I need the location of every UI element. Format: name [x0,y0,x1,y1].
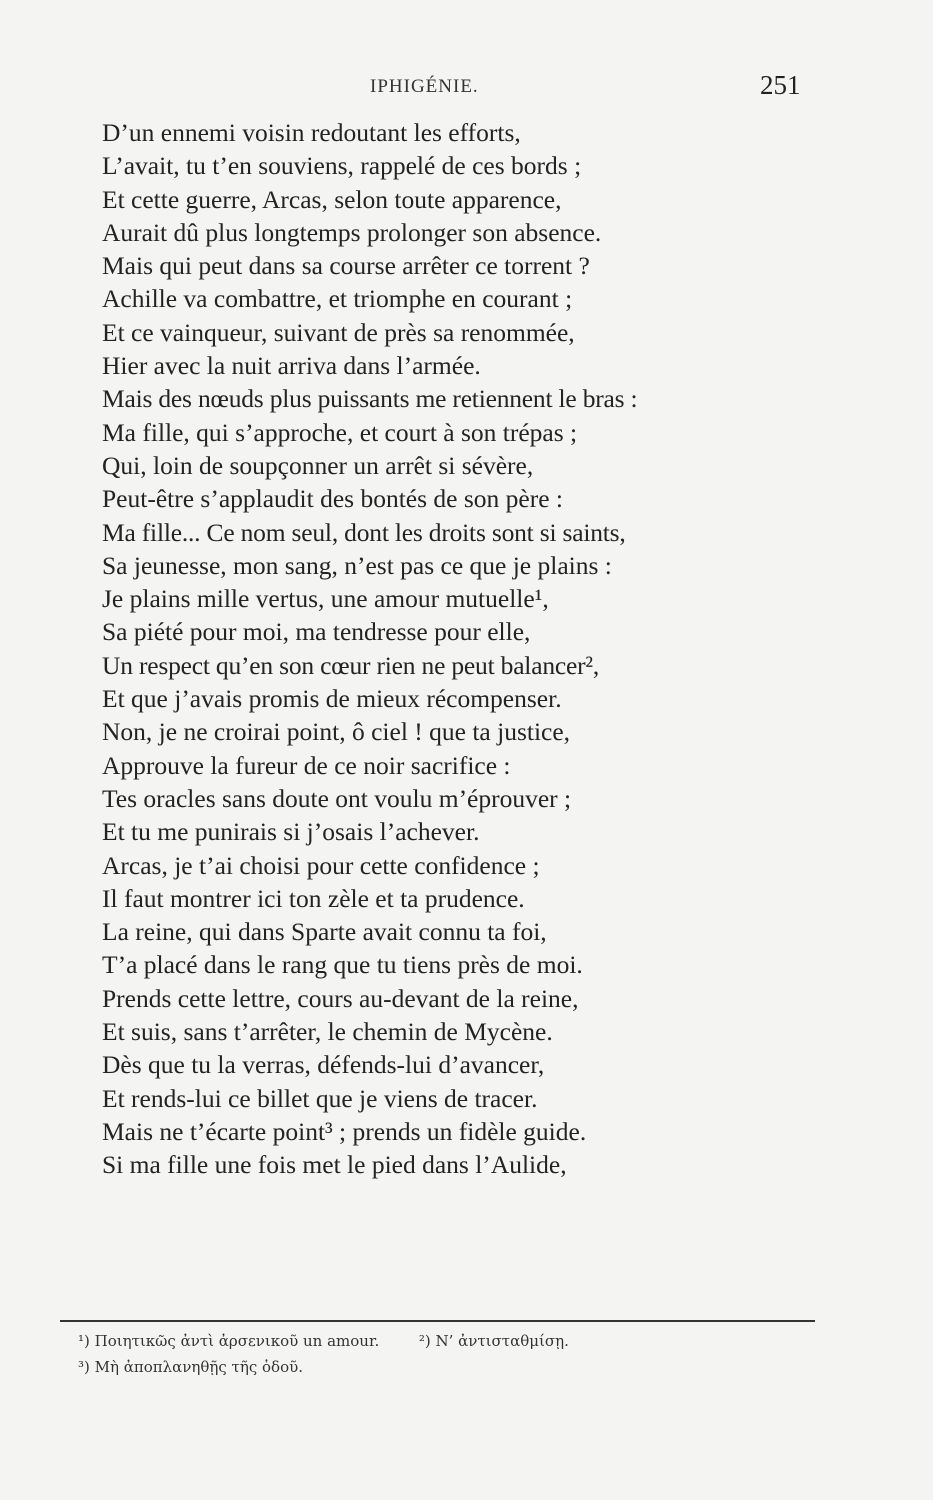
verse-line: Et cette guerre, Arcas, selon toute apparence, [102,184,562,214]
verse-line: Si ma fille une fois met le pied dans l’Aulide, [102,1150,567,1180]
verse-line: Ma fille... Ce nom seul, dont les droits sont si saints, [102,517,626,547]
verse-line: Et que j’avais promis de mieux récompenser. [102,684,562,714]
footnote-row [78,1354,778,1380]
footnote-3: ³) Μὴ ἀποπλανηθῇς τῆς ὁδοῦ. [78,1358,303,1376]
verse-line: Tes oracles sans doute ont voulu m’éprouver ; [102,783,572,813]
verse-line: Et rends-lui ce billet que je viens de tracer. [102,1083,538,1113]
running-title: IPHIGÉNIE. [370,76,479,97]
verse-line: Sa piété pour moi, ma tendresse pour elle, [102,617,531,647]
verse-line: D’un ennemi voisin redoutant les efforts, [102,118,521,147]
verse-line: Arcas, je t’ai choisi pour cette confidence ; [102,850,540,880]
verse-line: Dès que tu la verras, défends-lui d’avancer, [102,1050,545,1080]
verse-line: Approuve la fureur de ce noir sacrifice : [102,750,511,780]
verse-line: Ma fille, qui s’approche, et court à son trépas ; [102,417,578,447]
facing-page-bleed-through [742,95,933,1395]
verse-line: Peut-être s’applaudit des bontés de son père : [102,484,563,514]
verse-line: L’avait, tu t’en souviens, rappelé de ces bords ; [102,151,582,181]
verse-line: Et suis, sans t’arrêter, le chemin de Mycène. [102,1017,553,1047]
verse-line: Achille va combattre, et triomphe en courant ; [102,284,573,314]
verse-line: Hier avec la nuit arriva dans l’armée. [102,351,481,381]
footnotes [78,1328,778,1380]
verse-line: Un respect qu’en son cœur rien ne peut balancer², [102,650,600,680]
footnote-1: ¹) Ποιητικῶς ἀντὶ ἀρσενικοῦ un amour. [78,1332,380,1350]
footnote-row [78,1328,778,1354]
verse-line: Qui, loin de soupçonner un arrêt si sévère, [102,450,534,480]
footnote-2: ²) Ν’ ἀντισταθμίσῃ. [418,1332,569,1350]
verse-line: Mais des nœuds plus puissants me retiennent le bras : [102,384,638,414]
verse-line: Aurait dû plus longtemps prolonger son absence. [102,217,602,247]
verse-block [102,116,742,1182]
verse-line: Mais qui peut dans sa course arrêter ce torrent ? [102,251,590,281]
page-number: 251 [760,70,801,100]
verse-line: Et ce vainqueur, suivant de près sa renommée, [102,317,575,347]
verse-line: T’a placé dans le rang que tu tiens près de moi. [102,950,583,980]
verse-line: Mais ne t’écarte point³ ; prends un fidèle guide. [102,1116,587,1146]
verse-line: Il faut montrer ici ton zèle et ta prudence. [102,883,525,913]
verse-line: La reine, qui dans Sparte avait connu ta foi, [102,917,547,947]
verse-line: Et tu me punirais si j’osais l’achever. [102,817,480,847]
footnote-rule [60,1320,815,1322]
verse-line: Non, je ne croirai point, ô ciel ! que ta justice, [102,717,571,747]
verse-line: Sa jeunesse, mon sang, n’est pas ce que je plains : [102,550,612,580]
verse-line: Prends cette lettre, cours au-devant de la reine, [102,983,579,1013]
verse-line: Je plains mille vertus, une amour mutuelle¹, [102,584,549,614]
